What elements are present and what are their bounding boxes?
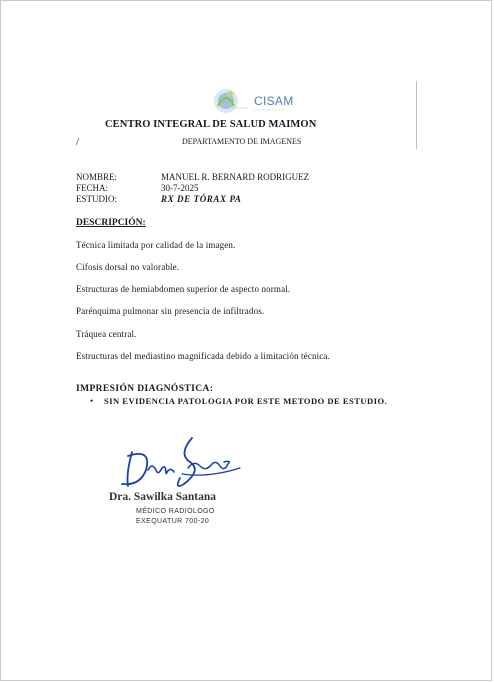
description-line: Estructuras del mediastino magnificada debido a limitación técnica. xyxy=(76,351,330,361)
description-line: Parénquima pulmonar sin presencia de infiltrados. xyxy=(76,306,265,316)
impression-item: SIN EVIDENCIA PATOLOGIA POR ESTE METODO DE ESTUDIO. xyxy=(104,396,388,406)
department-name: DEPARTAMENTO DE IMAGENES xyxy=(182,137,302,146)
date-value: 30-7-2025 xyxy=(161,183,199,193)
description-line: Estructuras de hemiabdomen superior de aspecto normal. xyxy=(76,284,291,294)
impression-title: IMPRESIÓN DIAGNÓSTICA: xyxy=(76,384,214,394)
study-value: RX DE TÓRAX PA xyxy=(161,194,242,204)
description-title: DESCRIPCIÓN: xyxy=(76,218,146,228)
signer-license: EXEQUATUR 700-20 xyxy=(136,518,210,525)
margin-line xyxy=(416,81,417,149)
description-line: Tráquea central. xyxy=(76,329,137,339)
bullet-icon: • xyxy=(90,396,94,406)
text-cursor-mark: / xyxy=(76,136,80,148)
clinic-title: CENTRO INTEGRAL DE SALUD MAIMON xyxy=(105,119,317,130)
name-label: NOMBRE: xyxy=(76,172,118,182)
logo-text: CISAM xyxy=(254,94,294,108)
handwritten-signature xyxy=(112,434,242,496)
description-line: Cifosis dorsal no valorable. xyxy=(76,262,180,272)
signer-role: MÉDICO RADIÓLOGO xyxy=(136,508,215,515)
date-label: FECHA: xyxy=(76,183,109,193)
description-line: Técnica limitada por calidad de la imagen. xyxy=(76,240,236,250)
signer-name: Dra. Sawilka Santana xyxy=(109,491,217,503)
name-value: MANUEL R. BERNARD RODRIGUEZ xyxy=(161,172,310,182)
study-label: ESTUDIO: xyxy=(76,194,117,204)
